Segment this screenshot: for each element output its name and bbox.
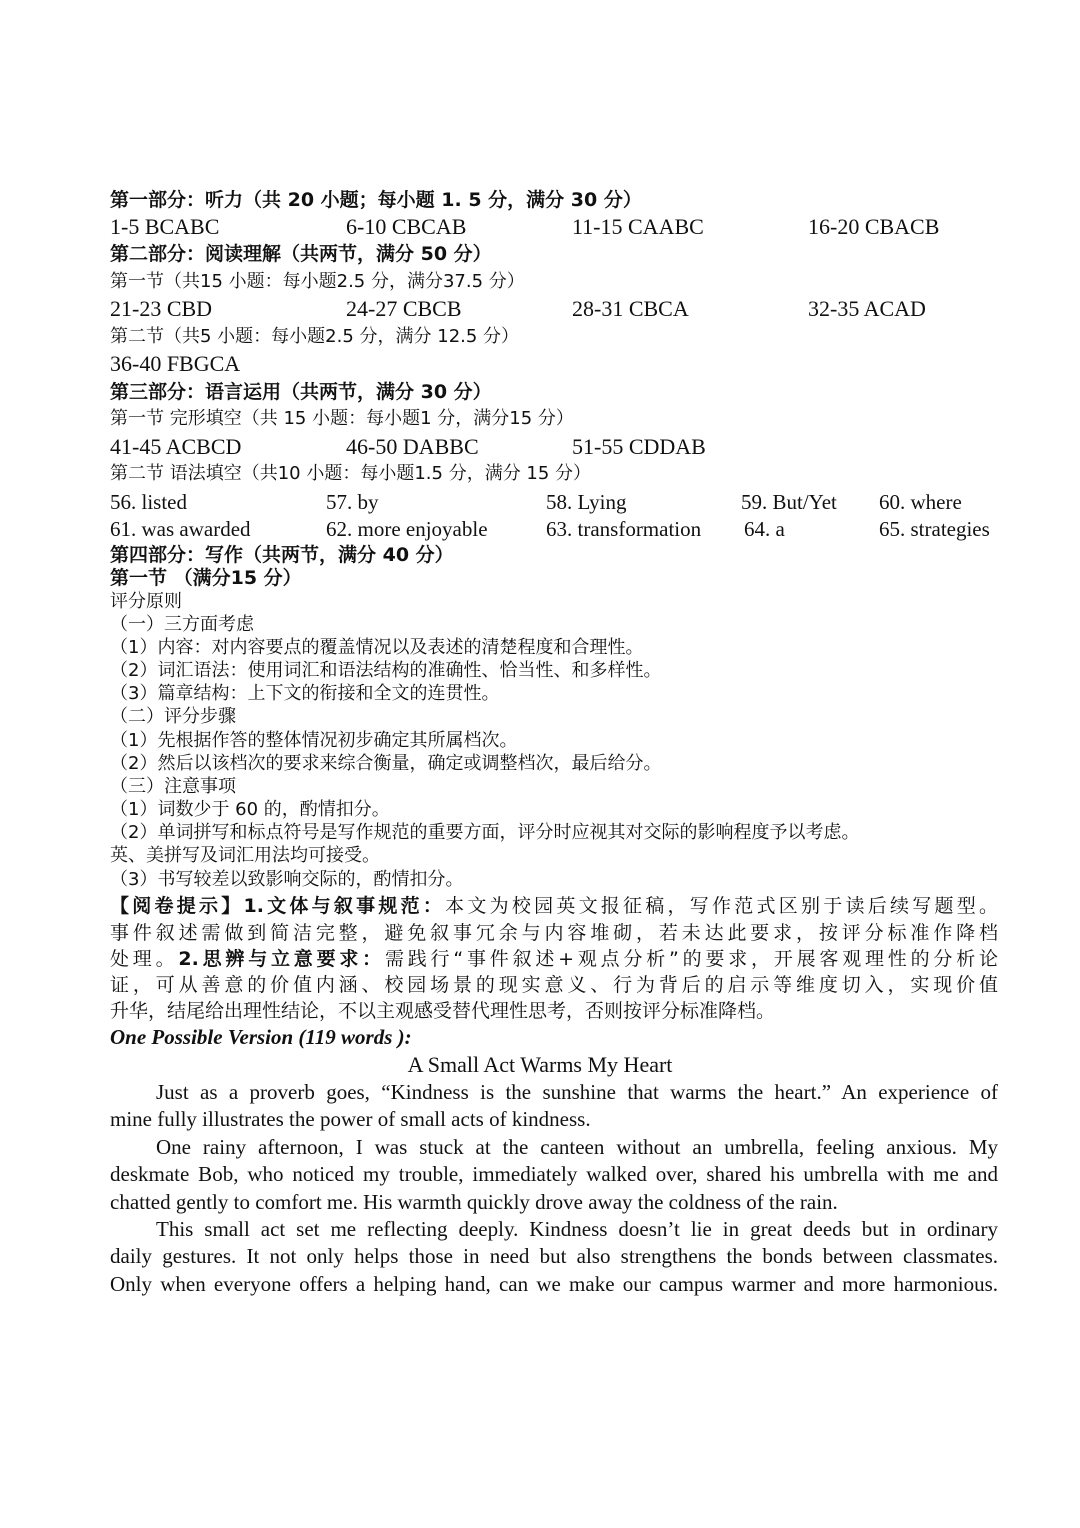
part3-section2-heading: 第二节 语法填空（共10 小题：每小题1.5 分，满分 15 分）: [110, 463, 592, 484]
criteria-item: （3）篇章结构：上下文的衔接和全文的连贯性。: [110, 683, 500, 704]
part2-answer-4: 32-35 ACAD: [808, 296, 926, 321]
part3-answer-2: 46-50 DABBC: [346, 434, 479, 459]
part2-section2-answer: 36-40 FBGCA: [110, 351, 241, 376]
essay-line: chatted gently to comfort me. His warmth quickly drove away the coldness of the rain.: [110, 1190, 838, 1214]
essay-line: deskmate Bob, who noticed my trouble, immediately walked over, shared his umbrella with me and: [110, 1162, 998, 1186]
part3-section1-heading: 第一节 完形填空（共 15 小题：每小题1 分，满分15 分）: [110, 408, 574, 429]
grammar-answer-64: 64. a: [744, 517, 785, 541]
tip2-label: 2.思辨与立意要求：: [178, 948, 385, 970]
grammar-answer-56: 56. listed: [110, 490, 187, 514]
criteria-item: （2）然后以该档次的要求来综合衡量，确定或调整档次，最后给分。: [110, 753, 662, 774]
criteria-item: （2）词汇语法：使用词汇和语法结构的准确性、恰当性、和多样性。: [110, 660, 662, 681]
part2-answer-1: 21-23 CBD: [110, 296, 213, 321]
part1-answer-1: 1-5 BCABC: [110, 214, 220, 239]
grammar-answer-60: 60. where: [879, 490, 962, 514]
tip-label: 【阅卷提示】: [110, 895, 244, 917]
criteria-item: 英、美拼写及词汇用法均可接受。: [110, 845, 380, 866]
part2-section2-heading: 第二节（共5 小题：每小题2.5 分，满分 12.5 分）: [110, 326, 520, 347]
essay-line: mine fully illustrates the power of small acts of kindness.: [110, 1107, 591, 1131]
part1-answer-3: 11-15 CAABC: [572, 214, 704, 239]
criteria-item: （2）单词拼写和标点符号是写作规范的重要方面，评分时应视其对交际的影响程度予以考虑。: [110, 822, 860, 843]
marking-tip-line: [110, 946, 998, 972]
part2-heading: 第二部分：阅读理解（共两节，满分 50 分）: [110, 243, 492, 265]
grammar-answer-59: 59. But/Yet: [741, 490, 837, 514]
version-label: One Possible Version (119 words ):: [110, 1025, 412, 1049]
criteria-item: （三）注意事项: [110, 776, 236, 797]
part4-heading: 第四部分：写作（共两节，满分 40 分）: [110, 544, 454, 566]
part3-heading: 第三部分：语言运用（共两节，满分 30 分）: [110, 381, 492, 403]
criteria-item: （3）书写较差以致影响交际的，酌情扣分。: [110, 869, 464, 890]
marking-tip-line: 升华，结尾给出理性结论，不以主观感受替代理性思考，否则按评分标准降档。: [110, 1000, 776, 1022]
criteria-item: （1）内容：对内容要点的覆盖情况以及表述的清楚程度和合理性。: [110, 637, 644, 658]
part3-answer-1: 41-45 ACBCD: [110, 434, 242, 459]
criteria-item: （二）评分步骤: [110, 706, 236, 727]
tip1-text-end: 处理。: [110, 948, 179, 970]
part3-answer-3: 51-55 CDDAB: [572, 434, 706, 459]
part1-heading: 第一部分：听力（共 20 小题；每小题 1. 5 分，满分 30 分）: [110, 189, 642, 211]
part2-answer-3: 28-31 CBCA: [572, 296, 689, 321]
part4-section1-heading: 第一节 （满分15 分）: [110, 567, 302, 589]
essay-line: Just as a proverb goes, “Kindness is the sunshine that warms the heart.” An experience of: [156, 1080, 998, 1104]
criteria-item: （1）词数少于 60 的，酌情扣分。: [110, 799, 390, 820]
essay-line: One rainy afternoon, I was stuck at the canteen without an umbrella, feeling anxious. My: [156, 1135, 998, 1159]
tip2-text: 需践行“事件叙述+观点分析”的要求，开展客观理性的分析论: [384, 948, 998, 970]
grammar-answer-65: 65. strategies: [879, 517, 990, 541]
essay-title: A Small Act Warms My Heart: [407, 1052, 673, 1077]
marking-tip-line: 事件叙述需做到简洁完整，避免叙事冗余与内容堆砌，若未达此要求，按评分标准作降档: [110, 922, 998, 944]
part1-answer-2: 6-10 CBCAB: [346, 214, 467, 239]
essay-line: Only when everyone offers a helping hand, can we make our campus warmer and more harmonious.: [110, 1272, 998, 1296]
marking-tip-line: 证，可从善意的价值内涵、校园场景的现实意义、行为背后的启示等维度切入，实现价值: [110, 974, 998, 996]
grammar-answer-58: 58. Lying: [546, 490, 627, 514]
criteria-item: （一）三方面考虑: [110, 614, 254, 635]
essay-line: daily gestures. It not only helps those in need but also strengthens the bonds between classmates.: [110, 1244, 998, 1268]
grammar-answer-62: 62. more enjoyable: [326, 517, 488, 541]
grammar-answer-61: 61. was awarded: [110, 517, 251, 541]
grammar-answer-63: 63. transformation: [546, 517, 702, 541]
grammar-answer-57: 57. by: [326, 490, 379, 514]
tip1-text: 本文为校园英文报征稿，写作范式区别于读后续写题型。: [445, 895, 998, 917]
tip1-label: 1.文体与叙事规范：: [243, 895, 446, 917]
marking-tip-line: [110, 893, 998, 919]
essay-line: This small act set me reflecting deeply. Kindness doesn’t lie in great deeds but in ordinary: [156, 1217, 998, 1241]
part2-section1-heading: 第一节（共15 小题：每小题2.5 分，满分37.5 分）: [110, 271, 525, 292]
criteria-title: 评分原则: [110, 591, 182, 612]
criteria-item: （1）先根据作答的整体情况初步确定其所属档次。: [110, 730, 518, 751]
part2-answer-2: 24-27 CBCB: [346, 296, 462, 321]
part1-answer-4: 16-20 CBACB: [808, 214, 940, 239]
